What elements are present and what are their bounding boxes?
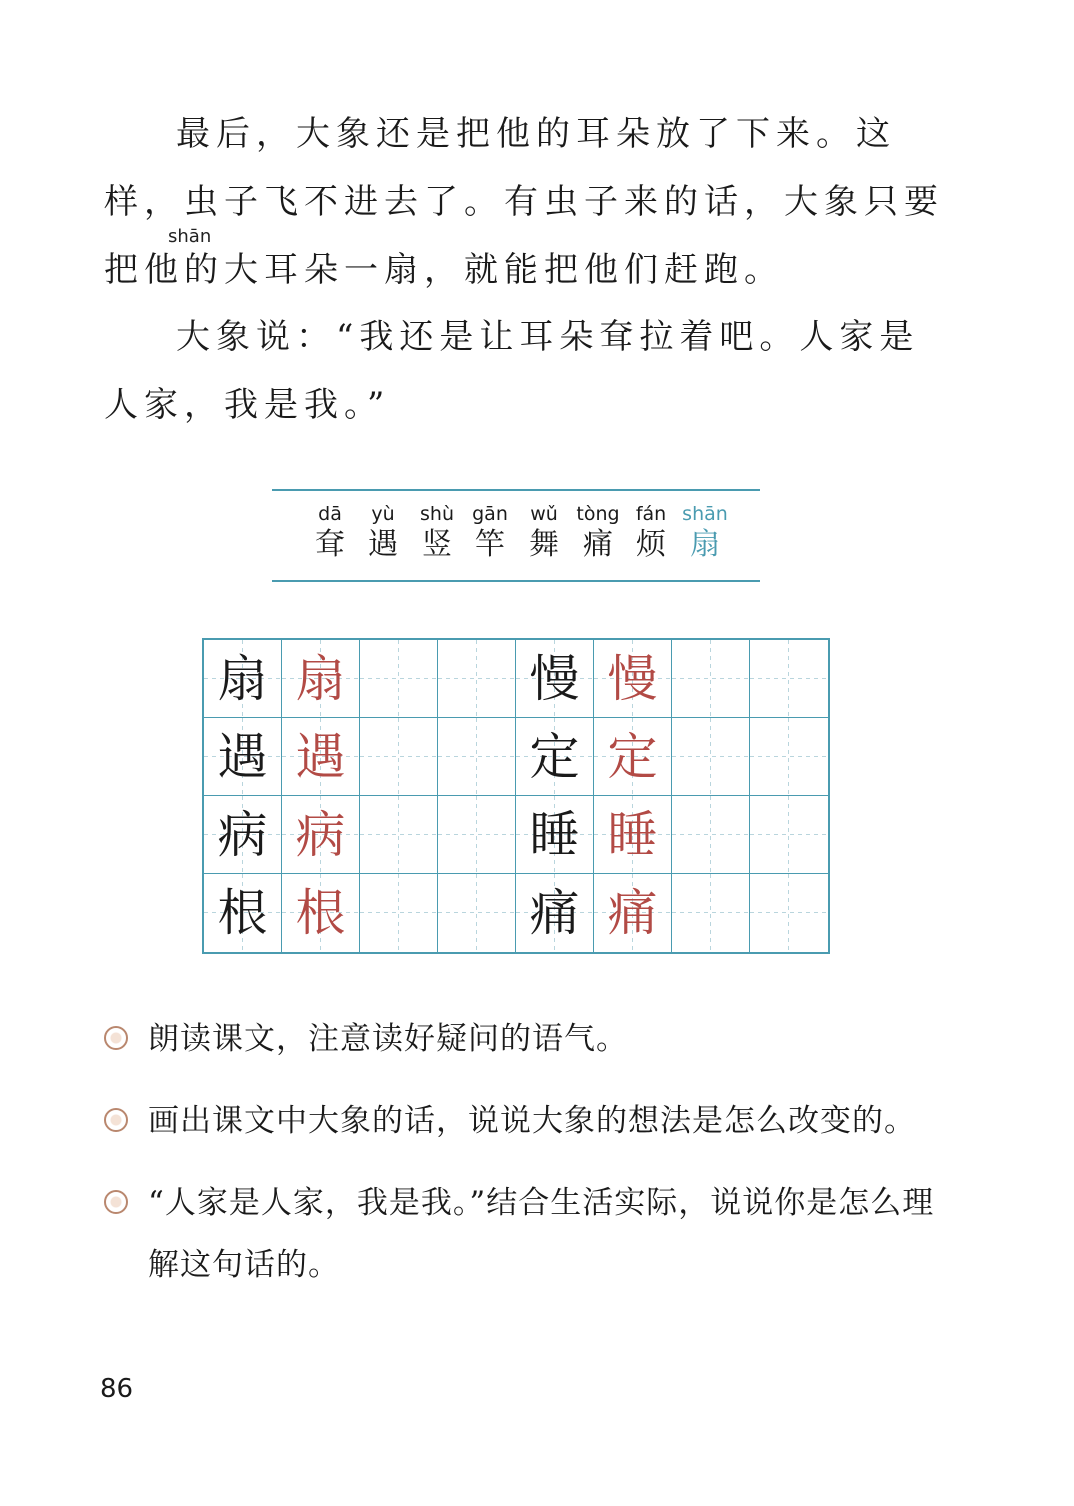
new-words-box [272,489,760,582]
trace-character-cell: 痛 [594,874,672,952]
question-text: “人家是人家，我是我。”结合生活实际，说说你是怎么理解这句话的。 [148,1185,935,1283]
page-number: 86 [100,1374,134,1404]
vocab-character: 痛 [583,527,613,562]
empty-practice-cell [672,874,750,952]
question-text: 画出课文中大象的话，说说大象的想法是怎么改变的。 [148,1103,916,1139]
writing-grid [202,638,830,954]
question-text: 朗读课文，注意读好疑问的语气。 [148,1021,628,1057]
question-bullet-icon [104,1108,128,1132]
vocab-character: 竖 [422,527,452,562]
trace-character-cell: 根 [282,874,360,952]
trace-character-cell: 遇 [282,718,360,796]
vocab-character: 舞 [529,527,559,562]
vocab-character: 竿 [475,527,505,562]
model-character-cell: 遇 [204,718,282,796]
vocab-item [356,503,410,565]
vocab-pinyin: yù [371,503,395,525]
vocab-item [678,503,732,565]
model-character-cell: 病 [204,796,282,874]
empty-practice-cell [360,718,438,796]
pinyin-annotation: shān [168,226,212,247]
model-character-cell: 睡 [516,796,594,874]
question-bullet-icon [104,1190,128,1214]
vocab-character: 遇 [368,527,398,562]
vocab-item [410,503,464,565]
empty-practice-cell [360,640,438,718]
vocab-item [463,503,517,565]
vocab-pinyin: wǔ [530,503,558,525]
vocab-pinyin: dā [318,503,342,525]
vocab-item [624,503,678,565]
story-paragraph-1: 最后，大象还是把他的耳朵放了下来。这样，虫子飞不进去了。有虫子来的话，大象只要把他的大耳朵一扇，就能把他们赶跑。 [104,114,944,290]
model-character-cell: 痛 [516,874,594,952]
empty-practice-cell [750,874,828,952]
model-character-cell: 定 [516,718,594,796]
model-character-cell: 慢 [516,640,594,718]
vocab-pinyin: gān [472,503,508,525]
empty-practice-cell [750,796,828,874]
empty-practice-cell [360,874,438,952]
empty-practice-cell [438,796,516,874]
empty-practice-cell [438,874,516,952]
trace-character-cell: 慢 [594,640,672,718]
empty-practice-cell [672,796,750,874]
vocab-pinyin: shù [420,503,454,525]
empty-practice-cell [438,640,516,718]
vocab-pinyin: shān [682,503,728,525]
trace-character-cell: 扇 [282,640,360,718]
empty-practice-cell [360,796,438,874]
empty-practice-cell [438,718,516,796]
trace-character-cell: 病 [282,796,360,874]
empty-practice-cell [750,640,828,718]
vocab-pinyin: fán [635,503,667,525]
vocab-pinyin: tòng [576,503,620,525]
vocab-item [571,503,625,565]
vocab-item [517,503,571,565]
vocab-character: 扇 [690,527,720,562]
trace-character-cell: 定 [594,718,672,796]
vocab-character: 耷 [315,527,345,562]
story-paragraph-2: 大象说：“我还是让耳朵耷拉着吧。人家是人家，我是我。” [104,317,920,425]
vocab-item [303,503,357,565]
model-character-cell: 根 [204,874,282,952]
model-character-cell: 扇 [204,640,282,718]
empty-practice-cell [672,640,750,718]
question-bullet-icon [104,1026,128,1050]
empty-practice-cell [672,718,750,796]
trace-character-cell: 睡 [594,796,672,874]
empty-practice-cell [750,718,828,796]
vocab-character: 烦 [636,527,666,562]
